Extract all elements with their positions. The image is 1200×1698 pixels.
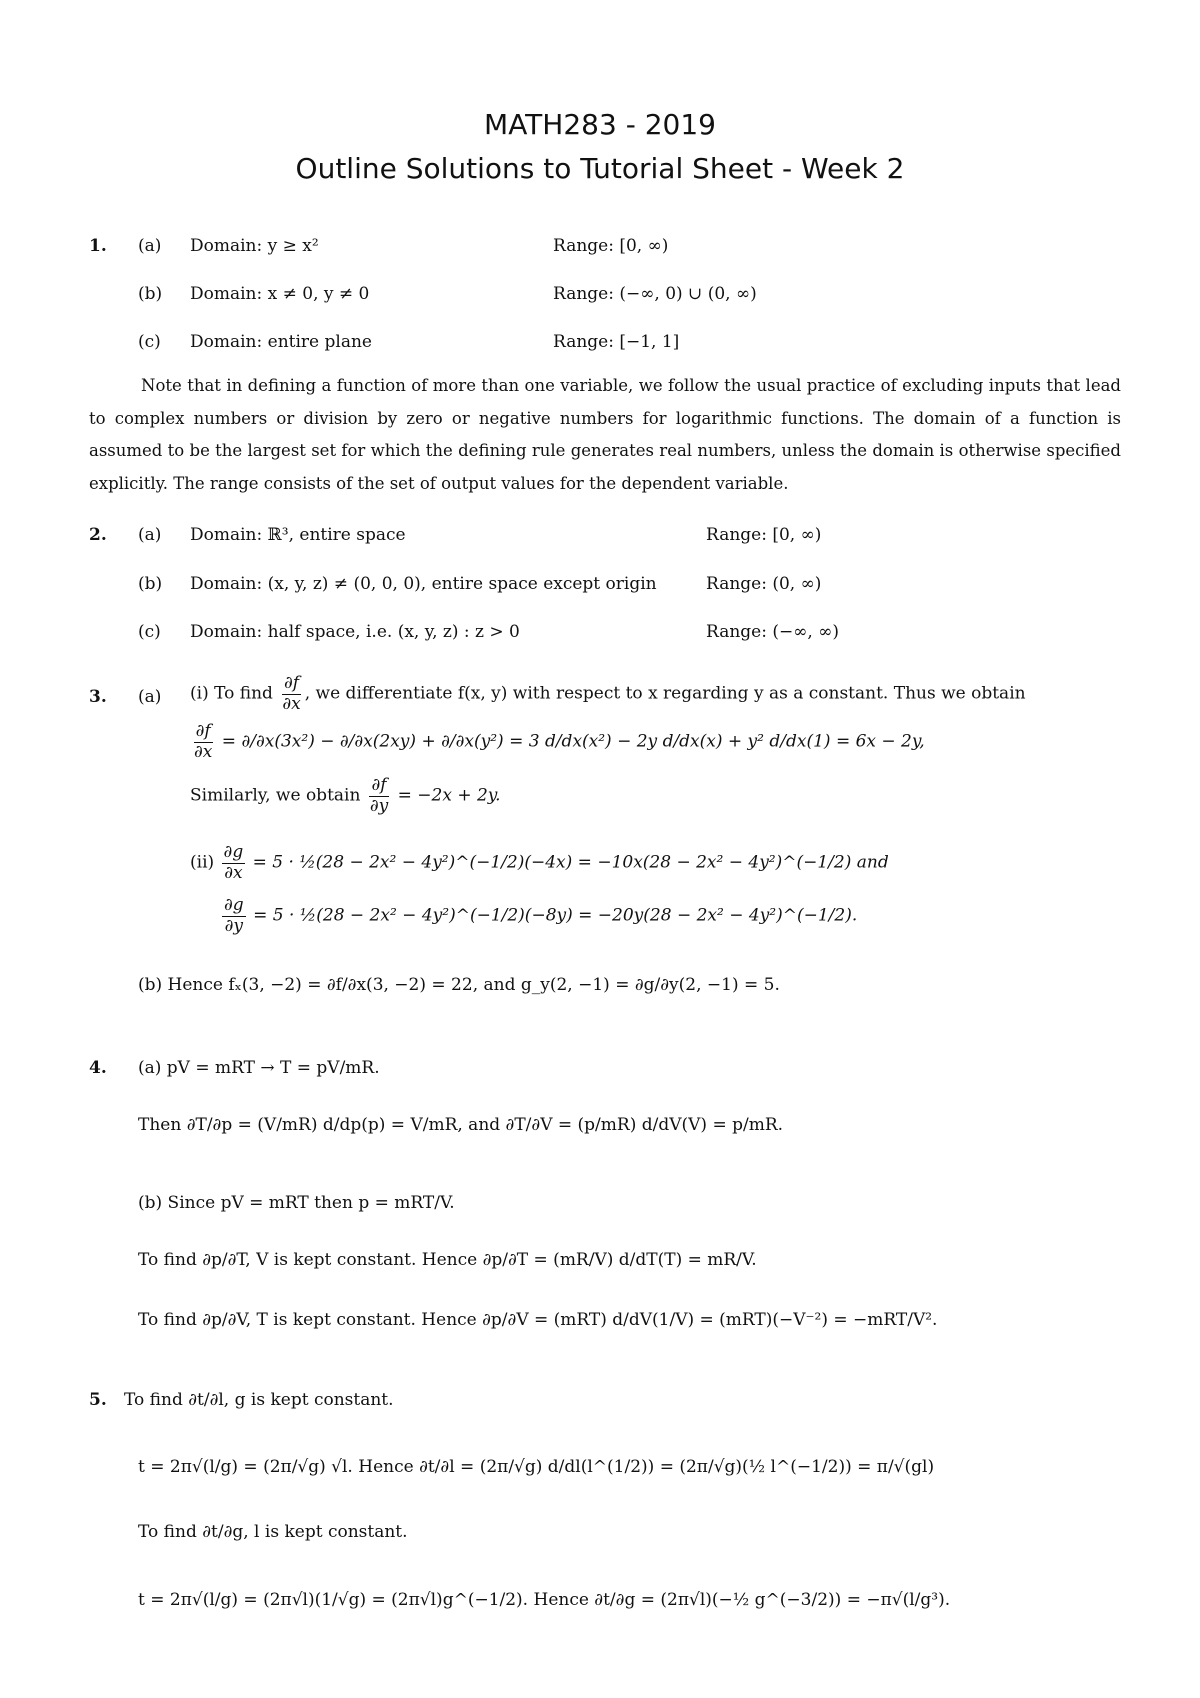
q3-ii-line2 — [220, 896, 857, 936]
q2-a-domain: Domain: ℝ³, entire space — [190, 525, 406, 545]
q2-b-range: Range: (0, ∞) — [706, 574, 822, 594]
q5-find1-line: To find ∂t/∂l, g is kept constant. — [124, 1390, 394, 1410]
q5-eq1-line: t = 2π√(l/g) = (2π/√g) √l. Hence ∂t/∂l = (2π/√g) d/dl(l^(1/2)) = (2π/√g)(½ l^(−1/2)) = π/√(gl) — [138, 1457, 935, 1477]
q3-i-line — [190, 674, 1026, 714]
q1-b-range: Range: (−∞, 0) ∪ (0, ∞) — [553, 284, 757, 304]
q1-note-text: Note that in defining a function of more than one variable, we follow the usual practice of excluding inputs that lead to complex numbers or division by zero or negative numbers for logarithmic functions. The domain of a function is assumed to be the largest set for which the defining rule generates real numbers, unless the domain is otherwise specified explicitly. The range consists of the set of output values for the dependent variable. — [89, 376, 1121, 493]
q3-a-label: (a) — [138, 687, 162, 707]
q1-a-range: Range: [0, ∞) — [553, 236, 669, 256]
q1-b-domain: Domain: x ≠ 0, y ≠ 0 — [190, 284, 370, 304]
partial-f-x-fraction-2: $\frac{\partial f}{\partial x}$ — [194, 721, 213, 762]
q2-b-domain: Domain: (x, y, z) ≠ (0, 0, 0), entire space except origin — [190, 574, 657, 594]
q1-b-label: (b) — [138, 284, 163, 304]
q4-a-line: (a) pV = mRT → T = pV/mR. — [138, 1058, 380, 1078]
q3-similarly-pre: Similarly, we obtain — [190, 785, 361, 806]
q1-note-paragraph — [89, 370, 1121, 500]
q1-c-domain: Domain: entire plane — [190, 332, 372, 352]
question-4-number: 4. — [89, 1058, 107, 1078]
q3-i-equation — [190, 722, 925, 762]
q5-find2-line: To find ∂t/∂g, l is kept constant. — [138, 1522, 408, 1542]
q2-a-label: (a) — [138, 525, 162, 545]
q3-ii-label: (ii) — [190, 852, 215, 873]
q3-i-text-pre: (i) To find — [190, 683, 273, 704]
q4-find1-line: To find ∂p/∂T, V is kept constant. Hence ∂p/∂T = (mR/V) d/dT(T) = mR/V. — [138, 1250, 757, 1270]
q3-similarly-line — [190, 776, 501, 816]
q4-then-line: Then ∂T/∂p = (V/mR) d/dp(p) = V/mR, and ∂T/∂V = (p/mR) d/dV(V) = p/mR. — [138, 1115, 784, 1135]
q4-find2-line: To find ∂p/∂V, T is kept constant. Hence ∂p/∂V = (mRT) d/dV(1/V) = (mRT)(−V⁻²) = −mRT/V². — [138, 1310, 938, 1330]
q4-b-line: (b) Since pV = mRT then p = mRT/V. — [138, 1193, 455, 1213]
q2-c-domain: Domain: half space, i.e. (x, y, z) : z > 0 — [190, 622, 520, 642]
q2-b-label: (b) — [138, 574, 163, 594]
q3-ii-eq2: = 5 · ½(28 − 2x² − 4y²)^(−1/2)(−8y) = −20y(28 − 2x² − 4y²)^(−1/2). — [253, 905, 858, 926]
q1-a-label: (a) — [138, 236, 162, 256]
partial-g-y-fraction: $\frac{\partial g}{\partial y}$ — [224, 895, 244, 936]
question-3-number: 3. — [89, 687, 107, 707]
q3-ii-eq1: = 5 · ½(28 − 2x² − 4y²)^(−1/2)(−4x) = −10x(28 − 2x² − 4y²)^(−1/2) and — [252, 852, 889, 873]
partial-g-x-fraction: $\frac{\partial g}{\partial x}$ — [223, 842, 244, 883]
q3-ii-line1 — [190, 843, 889, 883]
question-5-number: 5. — [89, 1390, 107, 1410]
q2-c-label: (c) — [138, 622, 161, 642]
partial-f-y-fraction: $\frac{\partial f}{\partial y}$ — [369, 775, 389, 816]
q3-b-line: (b) Hence fₓ(3, −2) = ∂f/∂x(3, −2) = 22, and g_y(2, −1) = ∂g/∂y(2, −1) = 5. — [138, 975, 780, 995]
q1-c-label: (c) — [138, 332, 161, 352]
question-2-number: 2. — [89, 525, 107, 545]
q5-eq2-line: t = 2π√(l/g) = (2π√l)(1/√g) = (2π√l)g^(−1/2). Hence ∂t/∂g = (2π√l)(−½ g^(−3/2)) = −π√(l/g³). — [138, 1590, 951, 1610]
q3-i-eq-text: = ∂/∂x(3x²) − ∂/∂x(2xy) + ∂/∂x(y²) = 3 d/dx(x²) − 2y d/dx(x) + y² d/dx(1) = 6x − 2y, — [221, 731, 925, 752]
page-subtitle: Outline Solutions to Tutorial Sheet - Week 2 — [295, 152, 905, 185]
q1-a-domain: Domain: y ≥ x² — [190, 236, 319, 256]
q3-i-text-post: , we differentiate f(x, y) with respect to x regarding y as a constant. Thus we obtain — [304, 683, 1026, 704]
q2-a-range: Range: [0, ∞) — [706, 525, 822, 545]
question-1-number: 1. — [89, 236, 107, 256]
q1-c-range: Range: [−1, 1] — [553, 332, 680, 352]
q2-c-range: Range: (−∞, ∞) — [706, 622, 839, 642]
q3-similarly-post: = −2x + 2y. — [397, 785, 501, 806]
partial-f-x-fraction: $\frac{\partial f}{\partial x}$ — [282, 673, 301, 714]
page-title: MATH283 - 2019 — [484, 108, 716, 141]
